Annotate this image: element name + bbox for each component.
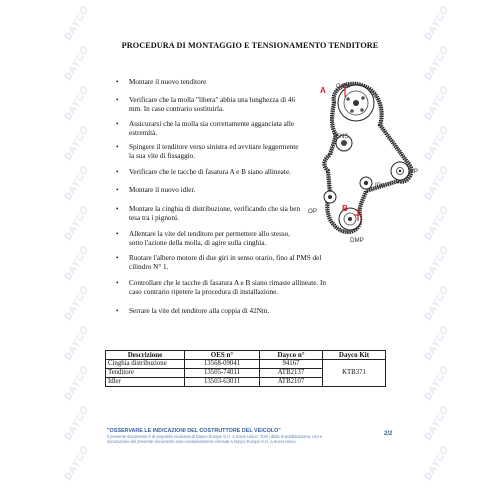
col-header-descrizione: Descrizione [106, 351, 185, 360]
cell-oes: 13568-09041 [185, 360, 260, 369]
op-label: OP [308, 208, 317, 215]
watermark-text: DAYCO [422, 44, 452, 83]
watermark-text: DAYCO [422, 444, 452, 483]
cell-dayco: ATB2107 [260, 378, 323, 387]
watermark-text: DAYCO [62, 4, 92, 43]
parts-table [105, 350, 386, 387]
footer-line-2: riproduzione del presente documento sono esclusivamente riservati a Dayco Europe S.r.l. a Socio Unico. [107, 439, 297, 445]
col-header-kit: Dayco Kit [323, 351, 386, 360]
tens-label: TENS [332, 133, 349, 140]
document-page: DAYCO DAYCO DAYCO DAYCO DAYCO DAYCO DAYCO DAYCO DAYCO DAYCO DAYCO DAYCO DAYCO DAYCO DAYCO DAYCO DAYCO DAYCO DAYCO DAYCO DAYCO DAYCO DAYCO DAYCO PROCEDURA DI MONTAGGIO E TENSIONAMENTO TENDITORE • Montare il nuovo tenditore • Verificare che la molla "libera" abbia una lunghezza di 46 mm. In caso contrario sostituirla. • Assicurarsi che la molla sia correttamente agganciata alle estremità. • Spingere il tenditore verso sinistra ed avvitare leggermente la sua vite di fissaggio. • Verificare che le tacche di fasatura A e B siano allineate. • Montare il nuovo idler. • Montare la cinghia di distribuzione, verificando che sia ben tesa tra i pignoni. • Allentare la vite del tenditore per permettere allo stesso, sotto l'azione della molla, di agire sulla cinghia. • Ruotare l'albero motore di due giri in senso orario, fino al PMS del cilindro N° 1. • Controllare che le tacche di fasatura A e B siano rimaste allineate. In caso contrario ripetere la procedura di installazione. • Serrare la vite del tenditore alla coppia di 42Nm. A B CAM TENS WP IDL OP DMP Descrizione OES n° Dayco n° Dayco Kit Cinghia distribuzione 13568-09041 94167 KTB371 Tenditore 13505-74011 ATB2137 Idler 13503-63011 ATB2107 "OSSERVARE LE INDICAZIONI DEL COSTRUTTORE DEL VEICOLO" Il presente documento è di proprietà esclusiva di Dayco Europe S.r.l. a Socio Unico. Tutti i diritti di pubblicazione, uso e riproduzione del presente documento sono esclusivamente riservati a Dayco Europe S.r.l. a Socio Unico. 2/2 [0, 0, 500, 500]
cell-descrizione: Tenditore [106, 369, 185, 378]
watermark-text: DAYCO [62, 84, 92, 123]
watermark-text: DAYCO [422, 284, 452, 323]
watermark-text: DAYCO [422, 164, 452, 203]
cell-descrizione: Idler [106, 378, 185, 387]
cell-kit: KTB371 [323, 360, 386, 387]
watermark-text: DAYCO [422, 324, 452, 363]
watermark-text: DAYCO [62, 364, 92, 403]
watermark-text: DAYCO [422, 84, 452, 123]
cam-label: CAM [336, 83, 350, 90]
page-number: 2/2 [384, 431, 393, 437]
cell-dayco: ATB2137 [260, 369, 323, 378]
watermark-text: DAYCO [62, 204, 92, 243]
watermark-text: DAYCO [62, 244, 92, 283]
table-header-row [106, 351, 386, 360]
watermark-text: DAYCO [62, 164, 92, 203]
watermark-text: DAYCO [422, 404, 452, 443]
watermark-text: DAYCO [422, 124, 452, 163]
watermark-text: DAYCO [422, 204, 452, 243]
footer [107, 428, 407, 444]
timing-belt-diagram [300, 75, 430, 250]
cell-oes: 13503-63011 [185, 378, 260, 387]
footer-heading: "OSSERVARE LE INDICAZIONI DEL COSTRUTTORE DEL VEICOLO" [107, 428, 281, 434]
dmp-label: DMP [350, 237, 364, 244]
timing-mark-a-label: A [320, 86, 326, 95]
watermark-text: DAYCO [422, 4, 452, 43]
table-row [106, 360, 386, 369]
wp-label: WP [408, 168, 418, 175]
watermark-text: DAYCO [422, 364, 452, 403]
cell-oes: 13505-74011 [185, 369, 260, 378]
oil-pump-pulley [324, 191, 336, 203]
watermark-text: DAYCO [62, 444, 92, 483]
watermark-text: DAYCO [62, 124, 92, 163]
page-title: PROCEDURA DI MONTAGGIO E TENSIONAMENTO TENDITORE [121, 41, 379, 50]
watermark-text: DAYCO [62, 44, 92, 83]
water-pump-pulley [391, 162, 409, 180]
watermark-left [58, 0, 92, 500]
cam-pulley [338, 85, 374, 121]
idler-pulley [360, 177, 372, 189]
idl-label: IDL [375, 182, 385, 189]
timing-mark-b-label: B [342, 204, 348, 213]
watermark-text: DAYCO [62, 284, 92, 323]
cell-dayco: 94167 [260, 360, 323, 369]
watermark-text: DAYCO [62, 324, 92, 363]
footer-line-1: Il presente documento è di proprietà esclusiva di Dayco Europe S.r.l. a Socio Unico. Tutti i diritti di pubblicazione, uso e [107, 434, 323, 439]
watermark-text: DAYCO [62, 404, 92, 443]
watermark-text: DAYCO [422, 244, 452, 283]
col-header-oes: OES n° [185, 351, 260, 360]
col-header-dayco: Dayco n° [260, 351, 323, 360]
cell-descrizione: Cinghia distribuzione [106, 360, 185, 369]
